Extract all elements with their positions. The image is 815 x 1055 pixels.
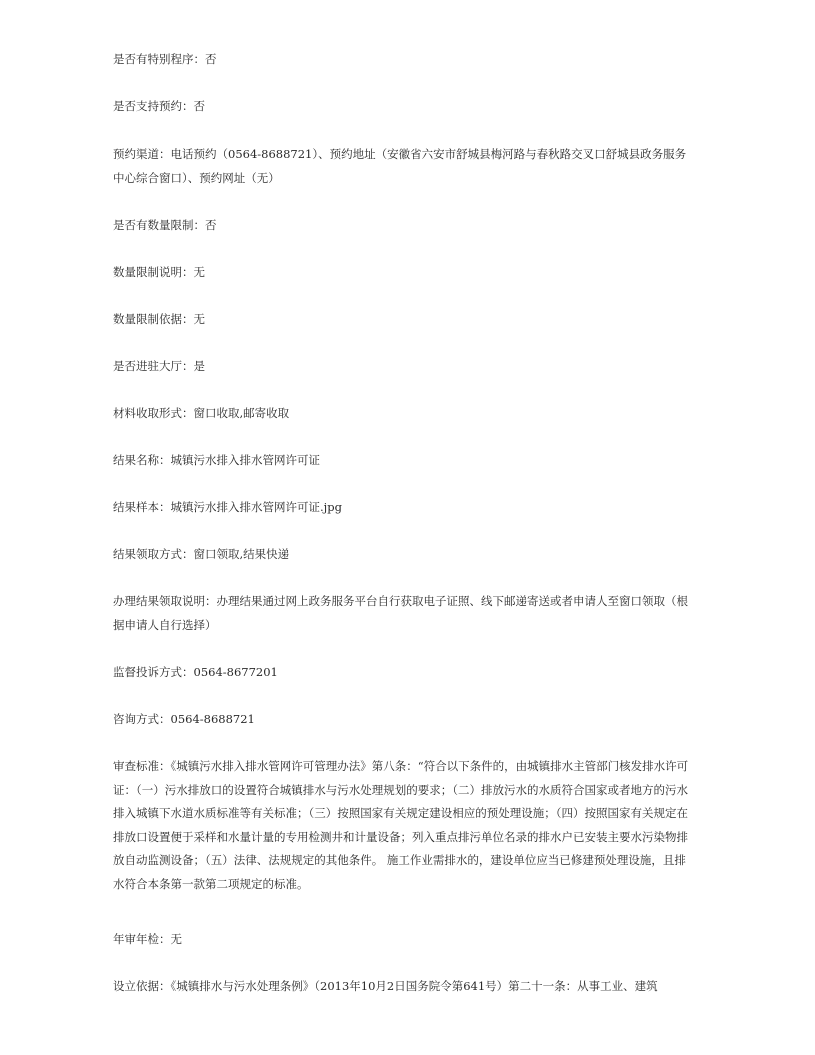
field-legal-basis: 设立依据：《城镇排水与污水处理条例》（2013年10月2日国务院令第641号）第二十一条：从事工业、建筑	[113, 979, 658, 993]
field-consult-contact: 咨询方式：0564-8688721	[113, 712, 255, 726]
field-material-collection: 材料收取形式：窗口收取,邮寄收取	[113, 406, 290, 420]
field-result-sample: 结果样本：城镇污水排入排水管网许可证.jpg	[113, 500, 342, 514]
field-complaint-contact: 监督投诉方式：0564-8677201	[113, 665, 278, 679]
field-special-procedure: 是否有特别程序：否	[113, 52, 217, 66]
field-quantity-limit-basis: 数量限制依据：无	[113, 312, 205, 326]
field-result-pickup-desc: 办理结果领取说明：办理结果通过网上政务服务平台自行获取电子证照、线下邮递寄送或者申请人至窗口领取（根据申请人自行选择）	[113, 594, 688, 632]
field-reservation-channel: 预约渠道：电话预约（0564-8688721）、预约地址（安徽省六安市舒城县梅河路与春秋路交叉口舒城县政务服务中心综合窗口）、预约网址（无）	[113, 147, 687, 185]
field-quantity-limit: 是否有数量限制：否	[113, 218, 217, 232]
field-in-hall: 是否进驻大厅：是	[113, 359, 205, 373]
field-result-name: 结果名称：城镇污水排入排水管网许可证	[113, 453, 320, 467]
field-quantity-limit-desc: 数量限制说明：无	[113, 265, 205, 279]
field-support-reservation: 是否支持预约：否	[113, 99, 205, 113]
field-annual-review: 年审年检：无	[113, 932, 182, 946]
field-review-standard: 审查标准：《城镇污水排入排水管网许可管理办法》第八条：“符合以下条件的，由城镇排水主管部门核发排水许可证：（一）污水排放口的设置符合城镇排水与污水处理规划的要求；（二）排放污水的水质符合国家或者地方的污水排入城镇下水道水质标准等有关标准；（三）按照国家有关规定建设相应的预处理设施；（四）按照国家有关规定在排放口设置便于采样和水量计量的专用检测井和计量设备；列入重点排污单位名录的排水户已安装主要水污染物排放自动监测设备；（五）法律、法规规定的其他条件。 施工作业需排水的，建设单位应当已修建预处理设施，且排水符合本条第一款第二项规定的标准。	[113, 759, 689, 891]
field-result-pickup-method: 结果领取方式：窗口领取,结果快递	[113, 547, 290, 561]
